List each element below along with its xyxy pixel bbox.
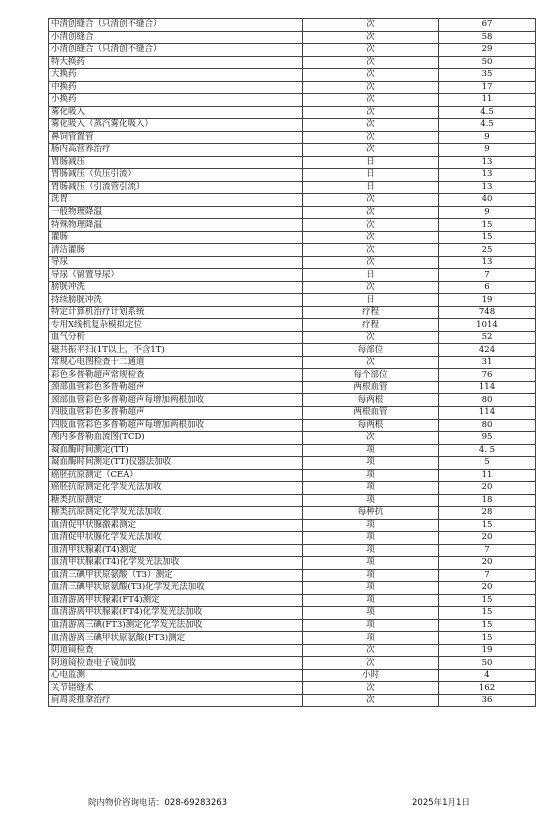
price-cell: 13 (439, 169, 536, 182)
item-name-cell: 特殊物理降温 (49, 219, 303, 232)
table-row (49, 281, 536, 294)
table-row (49, 294, 536, 307)
unit-cell: 次 (303, 331, 439, 344)
unit-cell: 项 (303, 444, 439, 457)
unit-cell: 项 (303, 582, 439, 595)
price-cell: 9 (439, 206, 536, 219)
table-row (49, 156, 536, 169)
price-cell: 11 (439, 94, 536, 107)
table-row (49, 594, 536, 607)
price-cell: 15 (439, 632, 536, 645)
unit-cell: 日 (303, 181, 439, 194)
table-row (49, 394, 536, 407)
item-name-cell: 血清游离三碘甲状原氨酸(FT3)测定 (49, 632, 303, 645)
price-cell: 5 (439, 457, 536, 470)
price-cell: 15 (439, 594, 536, 607)
unit-cell: 两根血管 (303, 406, 439, 419)
item-name-cell: 清洁灌肠 (49, 244, 303, 257)
unit-cell: 每两根 (303, 419, 439, 432)
price-cell: 19 (439, 294, 536, 307)
unit-cell: 次 (303, 69, 439, 82)
table-row (49, 532, 536, 545)
item-name-cell: 特大换药 (49, 56, 303, 69)
table-row (49, 331, 536, 344)
table-row (49, 106, 536, 119)
table-row (49, 94, 536, 107)
price-cell: 40 (439, 194, 536, 207)
item-name-cell: 阴道镜检查电子镜加收 (49, 657, 303, 670)
unit-cell: 每种抗 (303, 507, 439, 520)
price-cell: 4 (439, 669, 536, 682)
unit-cell: 次 (303, 31, 439, 44)
item-name-cell: 灌肠 (49, 231, 303, 244)
unit-cell: 次 (303, 144, 439, 157)
price-cell: 25 (439, 244, 536, 257)
table-row (49, 119, 536, 132)
unit-cell: 项 (303, 594, 439, 607)
unit-cell: 项 (303, 457, 439, 470)
table-row (49, 244, 536, 257)
item-name-cell: 血清游离三碘(FT3)测定化学发光法加收 (49, 619, 303, 632)
table-row (49, 56, 536, 69)
price-cell: 35 (439, 69, 536, 82)
table-row (49, 457, 536, 470)
price-cell: 31 (439, 356, 536, 369)
unit-cell: 项 (303, 607, 439, 620)
table-row (49, 81, 536, 94)
table-row (49, 344, 536, 357)
table-row (49, 657, 536, 670)
table-row (49, 669, 536, 682)
price-cell: 4. 5 (439, 444, 536, 457)
item-name-cell: 阴道镜检查 (49, 644, 303, 657)
item-name-cell: 癌胚抗原测定（CEA） (49, 469, 303, 482)
price-cell: 15 (439, 607, 536, 620)
price-cell: 15 (439, 231, 536, 244)
item-name-cell: 专用X线机复杂模拟定位 (49, 319, 303, 332)
item-name-cell: 血清三碘甲状原氨酸（T3）测定 (49, 569, 303, 582)
table-row (49, 544, 536, 557)
item-name-cell: 心电监测 (49, 669, 303, 682)
unit-cell: 疗程 (303, 306, 439, 319)
price-cell: 50 (439, 56, 536, 69)
unit-cell: 次 (303, 657, 439, 670)
table-row (49, 356, 536, 369)
price-cell: 58 (439, 31, 536, 44)
item-name-cell: 血清游离甲状腺素(FT4)测定 (49, 594, 303, 607)
table-row (49, 44, 536, 57)
unit-cell: 疗程 (303, 319, 439, 332)
table-row (49, 169, 536, 182)
item-name-cell: 鼻饲管置管 (49, 131, 303, 144)
price-cell: 4.5 (439, 119, 536, 132)
effective-date: 2025年1月1日 (412, 798, 470, 808)
table-row (49, 194, 536, 207)
table-row (49, 69, 536, 82)
unit-cell: 次 (303, 694, 439, 707)
price-cell: 20 (439, 582, 536, 595)
price-cell: 13 (439, 181, 536, 194)
table-row (49, 494, 536, 507)
unit-cell: 次 (303, 44, 439, 57)
table-row (49, 369, 536, 382)
item-name-cell: 导尿 (49, 256, 303, 269)
unit-cell: 项 (303, 494, 439, 507)
table-row (49, 144, 536, 157)
price-cell: 80 (439, 394, 536, 407)
price-cell: 80 (439, 419, 536, 432)
price-table (48, 18, 536, 707)
unit-cell: 日 (303, 156, 439, 169)
unit-cell: 项 (303, 619, 439, 632)
price-table-body (49, 19, 536, 707)
unit-cell: 每个部位 (303, 369, 439, 382)
unit-cell: 次 (303, 356, 439, 369)
item-name-cell: 彩色多普勒超声常规检查 (49, 369, 303, 382)
item-name-cell: 血清甲状腺素(T4)测定 (49, 544, 303, 557)
item-name-cell: 一般物理降温 (49, 206, 303, 219)
price-cell: 76 (439, 369, 536, 382)
price-cell: 9 (439, 144, 536, 157)
table-row (49, 644, 536, 657)
price-cell: 18 (439, 494, 536, 507)
unit-cell: 日 (303, 294, 439, 307)
item-name-cell: 大换药 (49, 69, 303, 82)
item-name-cell: 持续膀胱冲洗 (49, 294, 303, 307)
unit-cell: 项 (303, 632, 439, 645)
item-name-cell: 导尿（留置导尿） (49, 269, 303, 282)
price-cell: 15 (439, 619, 536, 632)
table-row (49, 444, 536, 457)
unit-cell: 每部位 (303, 344, 439, 357)
item-name-cell: 凝血酶时间测定(TT)仪器法加收 (49, 457, 303, 470)
item-name-cell: 关节错缝术 (49, 682, 303, 695)
unit-cell: 项 (303, 469, 439, 482)
table-row (49, 419, 536, 432)
table-row (49, 381, 536, 394)
item-name-cell: 洗胃 (49, 194, 303, 207)
table-row (49, 131, 536, 144)
price-cell: 36 (439, 694, 536, 707)
item-name-cell: 特定计算机治疗计划系统 (49, 306, 303, 319)
table-row (49, 219, 536, 232)
price-cell: 9 (439, 131, 536, 144)
price-cell: 162 (439, 682, 536, 695)
item-name-cell: 血清游离甲状腺素(FT4)化学发光法加收 (49, 607, 303, 620)
item-name-cell: 糖类抗原测定化学发光法加收 (49, 507, 303, 520)
table-row (49, 682, 536, 695)
price-cell: 7 (439, 569, 536, 582)
table-row (49, 306, 536, 319)
unit-cell: 次 (303, 682, 439, 695)
item-name-cell: 血清甲状腺素(T4)化学发光法加收 (49, 557, 303, 570)
item-name-cell: 血清促甲状腺激素测定 (49, 519, 303, 532)
unit-cell: 日 (303, 169, 439, 182)
unit-cell: 日 (303, 269, 439, 282)
item-name-cell: 中换药 (49, 81, 303, 94)
price-inquiry-phone: 院内物价咨询电话：028-69283263 (88, 798, 228, 808)
unit-cell: 次 (303, 256, 439, 269)
unit-cell: 小时 (303, 669, 439, 682)
unit-cell: 次 (303, 106, 439, 119)
item-name-cell: 小清创缝合 (49, 31, 303, 44)
item-name-cell: 四肢血管彩色多普勒超声每增加两根加收 (49, 419, 303, 432)
table-row (49, 632, 536, 645)
item-name-cell: 血清三碘甲状原氨酸(T3)化学发光法加收 (49, 582, 303, 595)
item-name-cell: 血气分析 (49, 331, 303, 344)
item-name-cell: 小清创缝合（只清创不缝合） (49, 44, 303, 57)
unit-cell: 项 (303, 569, 439, 582)
price-cell: 114 (439, 381, 536, 394)
table-row (49, 256, 536, 269)
price-cell: 28 (439, 507, 536, 520)
item-name-cell: 肠内高营养治疗 (49, 144, 303, 157)
item-name-cell: 颅内多普勒血流图(TCD) (49, 432, 303, 445)
item-name-cell: 凝血酶时间测定(TT) (49, 444, 303, 457)
unit-cell: 次 (303, 219, 439, 232)
table-row (49, 607, 536, 620)
unit-cell: 次 (303, 206, 439, 219)
table-row (49, 694, 536, 707)
table-row (49, 507, 536, 520)
table-row (49, 619, 536, 632)
item-name-cell: 胃肠减压 (49, 156, 303, 169)
price-cell: 17 (439, 81, 536, 94)
unit-cell: 项 (303, 557, 439, 570)
unit-cell: 次 (303, 644, 439, 657)
price-cell: 20 (439, 482, 536, 495)
table-row (49, 469, 536, 482)
unit-cell: 次 (303, 94, 439, 107)
item-name-cell: 雾化吸入（蒸汽雾化吸入） (49, 119, 303, 132)
unit-cell: 次 (303, 119, 439, 132)
unit-cell: 项 (303, 482, 439, 495)
item-name-cell: 小换药 (49, 94, 303, 107)
price-cell: 50 (439, 657, 536, 670)
price-cell: 114 (439, 406, 536, 419)
table-row (49, 181, 536, 194)
table-row (49, 569, 536, 582)
table-row (49, 406, 536, 419)
unit-cell: 次 (303, 432, 439, 445)
price-cell: 7 (439, 544, 536, 557)
table-row (49, 319, 536, 332)
item-name-cell: 常规心电图检查十二通道 (49, 356, 303, 369)
price-cell: 20 (439, 557, 536, 570)
unit-cell: 项 (303, 532, 439, 545)
table-row (49, 231, 536, 244)
item-name-cell: 颈部血管彩色多普勒超声 (49, 381, 303, 394)
unit-cell: 次 (303, 231, 439, 244)
price-cell: 4.5 (439, 106, 536, 119)
price-cell: 95 (439, 432, 536, 445)
unit-cell: 次 (303, 81, 439, 94)
price-cell: 13 (439, 156, 536, 169)
price-cell: 19 (439, 644, 536, 657)
item-name-cell: 胃肠减压（负压引流） (49, 169, 303, 182)
table-row (49, 269, 536, 282)
unit-cell: 次 (303, 194, 439, 207)
item-name-cell: 中清创缝合（只清创不缝合） (49, 19, 303, 32)
item-name-cell: 膀胱冲洗 (49, 281, 303, 294)
item-name-cell: 癌胚抗原测定化学发光法加收 (49, 482, 303, 495)
price-cell: 11 (439, 469, 536, 482)
table-row (49, 19, 536, 32)
table-row (49, 557, 536, 570)
price-cell: 20 (439, 532, 536, 545)
item-name-cell: 颈部血管彩色多普勒超声每增加两根加收 (49, 394, 303, 407)
unit-cell: 次 (303, 281, 439, 294)
unit-cell: 次 (303, 19, 439, 32)
unit-cell: 次 (303, 56, 439, 69)
item-name-cell: 血清促甲状腺化学发光法加收 (49, 532, 303, 545)
table-row (49, 206, 536, 219)
unit-cell: 次 (303, 244, 439, 257)
price-cell: 52 (439, 331, 536, 344)
price-cell: 29 (439, 44, 536, 57)
price-cell: 1014 (439, 319, 536, 332)
item-name-cell: 磁共振平扫(1T以上，不含1T) (49, 344, 303, 357)
price-cell: 15 (439, 219, 536, 232)
price-cell: 6 (439, 281, 536, 294)
item-name-cell: 糖类抗原测定 (49, 494, 303, 507)
unit-cell: 两根血管 (303, 381, 439, 394)
item-name-cell: 肩周炎推拿治疗 (49, 694, 303, 707)
item-name-cell: 胃肠减压（引流管引流） (49, 181, 303, 194)
price-cell: 15 (439, 519, 536, 532)
price-cell: 7 (439, 269, 536, 282)
table-row (49, 482, 536, 495)
unit-cell: 每两根 (303, 394, 439, 407)
table-row (49, 519, 536, 532)
unit-cell: 项 (303, 519, 439, 532)
item-name-cell: 雾化吸入 (49, 106, 303, 119)
table-row (49, 432, 536, 445)
price-cell: 13 (439, 256, 536, 269)
price-cell: 748 (439, 306, 536, 319)
unit-cell: 次 (303, 131, 439, 144)
unit-cell: 项 (303, 544, 439, 557)
price-cell: 424 (439, 344, 536, 357)
item-name-cell: 四肢血管彩色多普勒超声 (49, 406, 303, 419)
table-row (49, 31, 536, 44)
table-row (49, 582, 536, 595)
price-cell: 67 (439, 19, 536, 32)
